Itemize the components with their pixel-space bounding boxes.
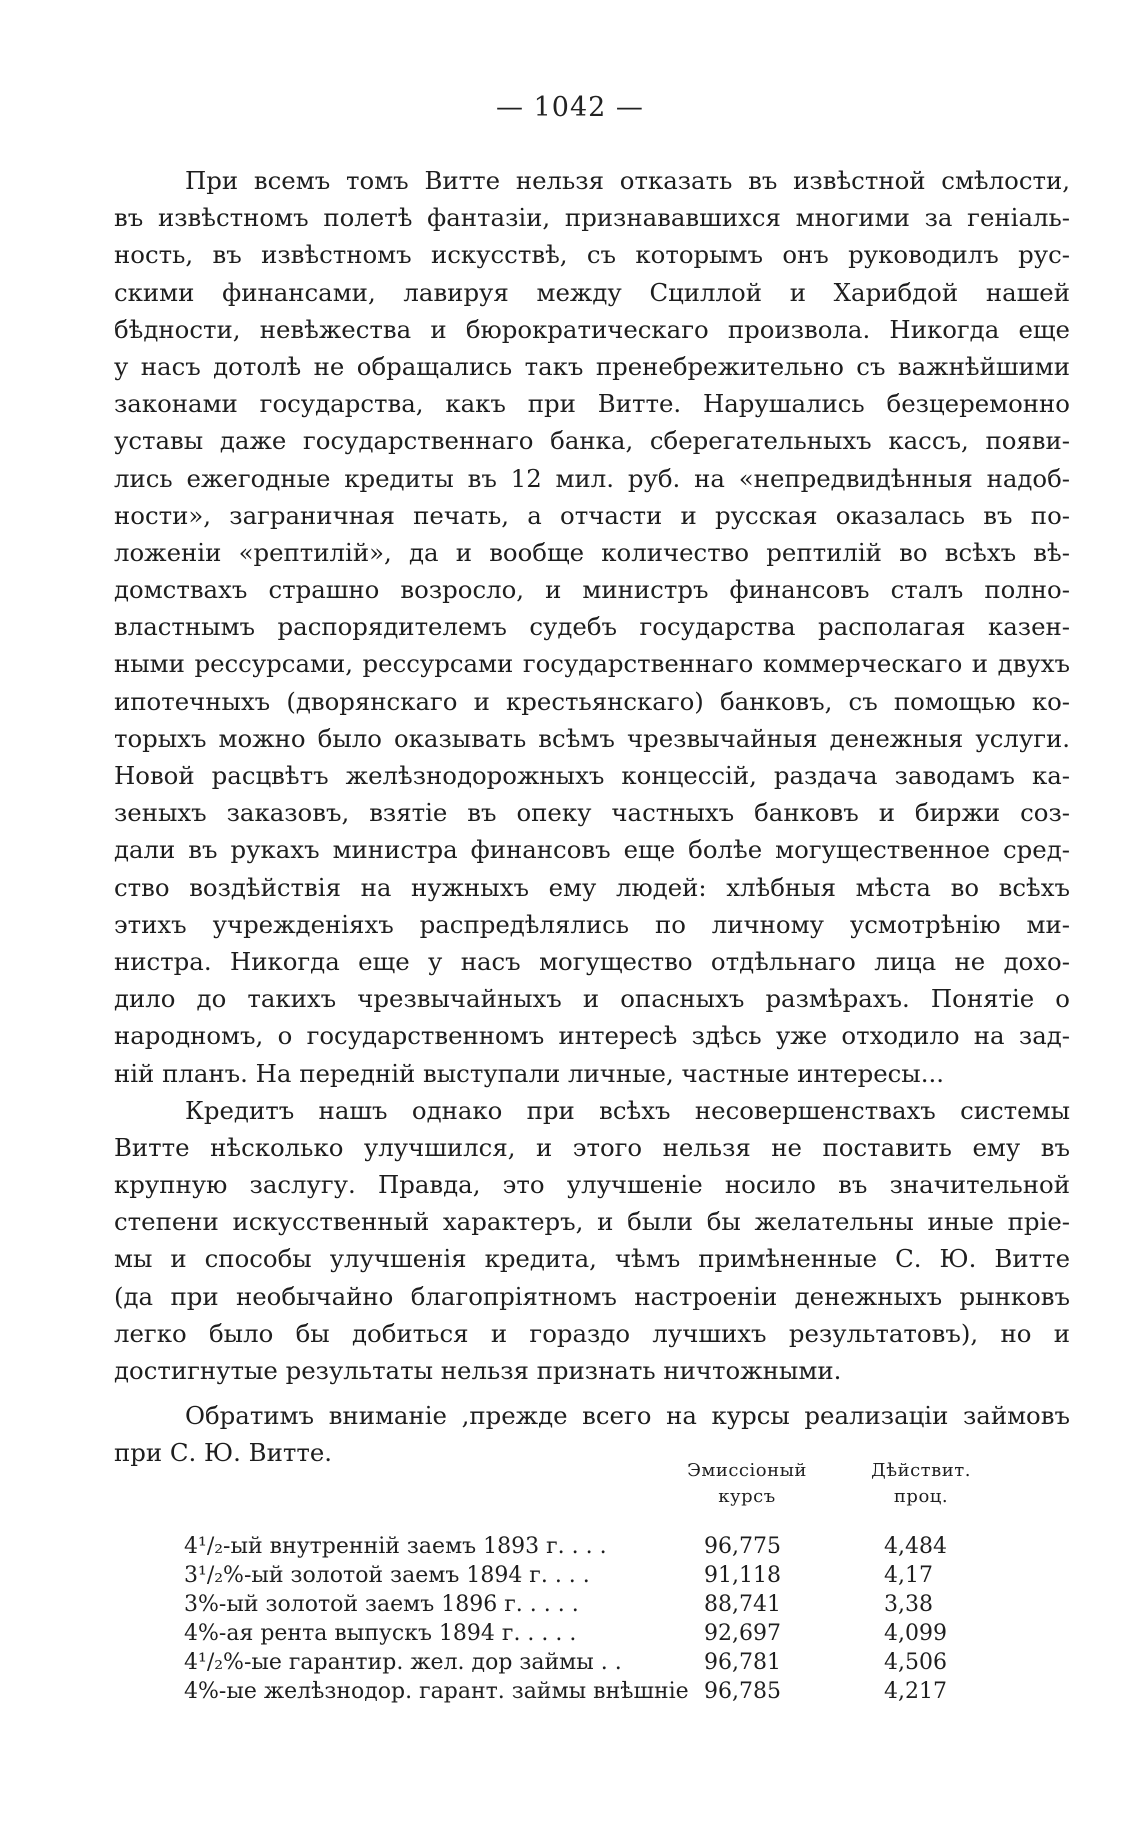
page-number: — 1042 —: [496, 92, 644, 123]
effective-yield: 4,217: [884, 1679, 947, 1704]
text-line: законами государства, какъ при Витте. Нарушались безцеремонно: [114, 389, 1070, 419]
text-line: ности», заграничная печать, а отчасти и русская оказалась въ по-: [114, 500, 1070, 530]
text-line: нистра. Никогда еще у насъ могущество отдѣльнаго лица не дохо-: [114, 946, 1070, 976]
effective-yield: 4,506: [884, 1650, 947, 1675]
text-line: дило до такихъ чрезвычайныхъ и опасныхъ размѣрахъ. Понятіе о: [114, 984, 1070, 1014]
table-row: [184, 1677, 1034, 1706]
text-line: Витте нѣсколько улучшился, и этого нельзя не поставить ему въ: [114, 1132, 1070, 1162]
table-row: [184, 1590, 1034, 1619]
text-line: народномъ, о государственномъ интересѣ здѣсь уже отходило на зад-: [114, 1021, 1070, 1051]
text-line: этихъ учрежденіяхъ распредѣлялись по личному усмотрѣнію ми-: [114, 909, 1070, 939]
table-row: [184, 1561, 1034, 1590]
text-line: домствахъ страшно возросло, и министръ финансовъ сталъ полно-: [114, 575, 1070, 605]
text-line: уставы даже государственнаго банка, сберегательныхъ кассъ, появи-: [114, 426, 1070, 456]
paragraph-2: [114, 1092, 1070, 1390]
loan-name: 3%-ый золотой заемъ 1896 г. . . . .: [184, 1592, 579, 1617]
header-line: Дѣйствит.: [871, 1460, 971, 1481]
header-line: курсъ: [718, 1486, 776, 1507]
text-line: лись ежегодные кредиты въ 12 мил. руб. на «непредвидѣнныя надоб-: [114, 463, 1070, 493]
text-line: ство воздѣйствія на нужныхъ ему людей: хлѣбныя мѣста во всѣхъ: [114, 872, 1070, 902]
table-row: [184, 1619, 1034, 1648]
header-effective-yield: [856, 1458, 986, 1510]
text-line: Кредитъ нашъ однако при всѣхъ несовершенствахъ системы: [185, 1095, 1070, 1125]
text-line: скими финансами, лавируя между Сциллой и Харибдой нашей: [114, 277, 1070, 307]
text-line: крупную заслугу. Правда, это улучшеніе носило въ значительной: [114, 1170, 1070, 1200]
body-text: [114, 162, 1070, 1472]
emission-rate: 91,118: [704, 1563, 781, 1588]
text-line: торыхъ можно было оказывать всѣмъ чрезвычайныя денежныя услуги.: [114, 723, 1070, 753]
paragraph-gap: [114, 1389, 1070, 1397]
text-line: достигнутые результаты нельзя признать ничтожными.: [114, 1356, 842, 1385]
loan-name: 4%-ые желѣзнодор. гарант. займы внѣшніе: [184, 1679, 689, 1704]
loan-name: 4¹/₂-ый внутренній заемъ 1893 г. . . .: [184, 1534, 607, 1559]
emission-rate: 92,697: [704, 1621, 781, 1646]
text-line: ипотечныхъ (дворянскаго и крестьянскаго) банковъ, съ помощью ко-: [114, 686, 1070, 716]
text-line: мы и способы улучшенія кредита, чѣмъ примѣненные С. Ю. Витте: [114, 1244, 1070, 1274]
text-line: Обратимъ вниманіе ,прежде всего на курсы реализаціи займовъ: [185, 1401, 1070, 1431]
text-line: при С. Ю. Витте.: [114, 1438, 333, 1468]
text-line: у насъ дотолѣ не обращались такъ пренебрежительно съ важнѣйшими: [114, 351, 1070, 381]
emission-rate: 88,741: [704, 1592, 781, 1617]
paragraph-1: [114, 162, 1070, 1092]
loan-name: 3¹/₂%-ый золотой заемъ 1894 г. . . .: [184, 1563, 590, 1588]
effective-yield: 3,38: [884, 1592, 933, 1617]
loan-name: 4¹/₂%-ые гарантир. жел. дор займы . .: [184, 1650, 622, 1675]
text-line: ній планъ. На передній выступали личные, частные интересы...: [114, 1058, 944, 1088]
header-emission-rate: [672, 1458, 822, 1510]
effective-yield: 4,17: [884, 1563, 933, 1588]
text-line: ными рессурсами, рессурсами государственнаго коммерческаго и двухъ: [114, 649, 1070, 679]
effective-yield: 4,484: [884, 1534, 947, 1559]
text-line: дали въ рукахъ министра финансовъ еще болѣе могущественное сред-: [114, 835, 1070, 865]
effective-yield: 4,099: [884, 1621, 947, 1646]
text-line: Новой расцвѣтъ желѣзнодорожныхъ концессій, раздача заводамъ ка-: [114, 761, 1070, 790]
table-row: [184, 1648, 1034, 1677]
table-row: [184, 1532, 1034, 1561]
header-line: проц.: [893, 1486, 949, 1507]
loan-rates-table: [184, 1458, 1034, 1706]
text-line: бѣдности, невѣжества и бюрократическаго произвола. Никогда еще: [114, 314, 1070, 344]
text-line: властнымъ распорядителемъ судебъ государства располагая казен-: [114, 612, 1070, 642]
text-line: (да при необычайно благопріятномъ настроеніи денежныхъ рынковъ: [114, 1281, 1070, 1311]
table-header: [184, 1458, 1034, 1532]
text-line: зеныхъ заказовъ, взятіе въ опеку частныхъ банковъ и биржи соз-: [114, 798, 1070, 828]
loan-name: 4%-ая рента выпускъ 1894 г. . . . .: [184, 1621, 577, 1646]
text-line: въ извѣстномъ полетѣ фантазіи, признававшихся многими за геніаль-: [114, 203, 1070, 233]
text-line: ность, въ извѣстномъ искусствѣ, съ которымъ онъ руководилъ рус-: [114, 240, 1070, 270]
emission-rate: 96,775: [704, 1534, 781, 1559]
emission-rate: 96,785: [704, 1679, 781, 1704]
text-line: легко было бы добиться и гораздо лучшихъ результатовъ), но и: [114, 1318, 1070, 1348]
text-line: ложеніи «рептилій», да и вообще количество рептилій во всѣхъ вѣ-: [114, 537, 1070, 567]
text-line: При всемъ томъ Витте нельзя отказать въ извѣстной смѣлости,: [185, 166, 1070, 195]
text-line: степени искусственный характеръ, и были бы желательны иные пріе-: [114, 1207, 1070, 1237]
header-line: Эмиссіоный: [687, 1460, 807, 1481]
emission-rate: 96,781: [704, 1650, 781, 1675]
